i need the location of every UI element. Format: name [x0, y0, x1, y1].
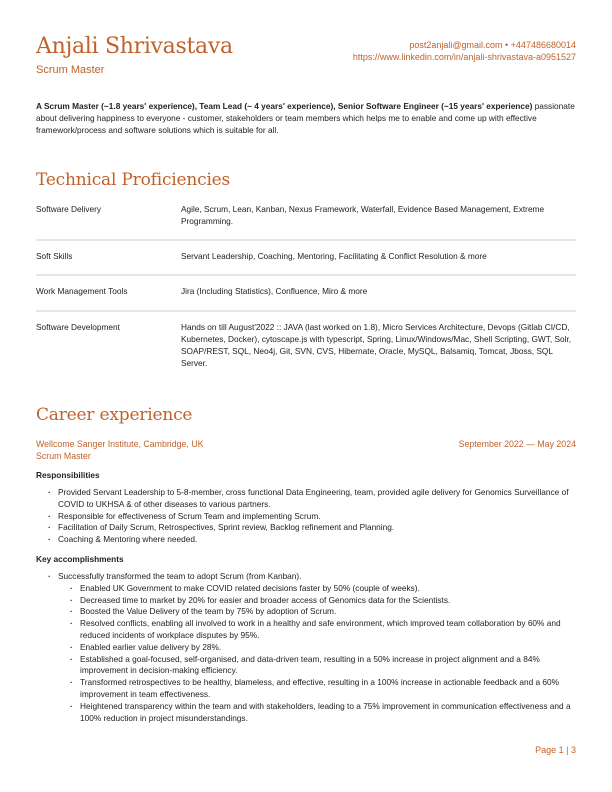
contact-line-1 [353, 39, 576, 51]
list-item: · Coaching & Mentoring where needed. [48, 534, 576, 546]
list-item: · Resolved conflicts, enabling all involved to work in a healthy and safe environment, which improved team collaboration by 60% and reduced incidents of workplace disputes by 95%. [70, 618, 576, 642]
accomplishments-sublist [58, 583, 576, 725]
job-position: Scrum Master [36, 450, 91, 461]
list-item: · Heightened transparency within the team and with stakeholders, leading to a 75% improvement in communication effectiveness and a 100% reduction in project misunderstandings. [70, 701, 576, 725]
professional-summary [36, 101, 576, 136]
proficiency-key: Soft Skills [36, 250, 73, 261]
list-item: · Enabled earlier value delivery by 28%. [70, 642, 576, 654]
summary-bold: A Scrum Master (~1.8 years' experience), Team Lead (~ 4 years' experience), Senior Software Engineer (~15 years' experience) [36, 101, 533, 111]
accomplishments-heading: Key accomplishments [36, 554, 124, 564]
list-item: · Enabled UK Government to make COVID related decisions faster by 50% (couple of weeks). [70, 583, 576, 595]
employer: Wellcome Sanger Institute, Cambridge, UK [36, 439, 204, 449]
responsibilities-list [48, 487, 576, 546]
proficiency-key: Software Development [36, 322, 120, 333]
proficiency-value: Jira (Including Statistics), Confluence, Miro & more [181, 286, 368, 297]
resume-page [36, 0, 576, 723]
candidate-role: Scrum Master [36, 64, 105, 76]
proficiency-row [36, 312, 576, 369]
accomplishments-list [48, 571, 576, 724]
proficiency-row [36, 198, 576, 241]
phone-number[interactable]: +447486680014 [510, 40, 576, 50]
proficiency-value: Agile, Scrum, Lean, Kanban, Nexus Framework, Waterfall, Evidence Based Management, Extreme Programming. [181, 204, 545, 226]
contact-block [353, 39, 576, 63]
list-item [48, 571, 576, 724]
contact-separator: • [502, 40, 511, 50]
accomplishment-main: Successfully transformed the team to adopt Scrum (from Kanban). [58, 571, 302, 581]
proficiency-value: Hands on till August'2022 :: JAVA (last worked on 1.8), Micro Services Architecture, Devops (Gitlab CI/CD, Kubernetes, Docker), cytoscape.js with typescript, Spring, Linux/Windows/Mac, Shell Scripting, GWT, Solr, SOAP/REST, SQL, Neo4j, Git, SVN, CVS, Hibernate, Oracle, MySQL, Balsamiq, Tomcat, Jboss, SQL Server. [181, 322, 572, 368]
proficiencies-table [36, 198, 576, 369]
proficiency-key: Software Delivery [36, 204, 102, 214]
list-item: · Transformed retrospectives to be healthy, blameless, and effective, resulting in a 100% increase in actionable feedback and a 60% improvement in team effectiveness. [70, 677, 576, 701]
proficiency-row [36, 241, 576, 277]
section-title-career: Career experience [36, 405, 193, 425]
proficiency-value: Servant Leadership, Coaching, Mentoring, Facilitating & Conflict Resolution & more [181, 250, 487, 261]
list-item: · Provided Servant Leadership to 5-8-member, cross functional Data Engineering, team, provided agile delivery for Genomics Surveillance of COVID to UKHSA & of other diseases to various partners. [48, 487, 576, 511]
linkedin-link[interactable]: https://www.linkedin.com/in/anjali-shrivastava-a0951527 [352, 52, 576, 62]
list-item: · Responsible for effectiveness of Scrum Team and implementing Scrum. [48, 511, 576, 523]
proficiency-row [36, 276, 576, 312]
list-item: · Facilitation of Daily Scrum, Retrospectives, Sprint review, Backlog refinement and Planning. [48, 522, 576, 534]
list-item: · Decreased time to market by 20% for easier and broader access of Genomics data for the Scientists. [70, 595, 576, 607]
section-title-technical: Technical Proficiencies [36, 170, 231, 190]
list-item: · Boosted the Value Delivery of the team by 75% by adoption of Scrum. [70, 606, 576, 618]
proficiency-key: Work Management Tools [36, 286, 128, 297]
list-item: · Established a goal-focused, self-organised, and data-driven team, resulting in a 50% increase in project alignment and a 84% improvement in decision-making efficiency. [70, 654, 576, 678]
candidate-name: Anjali Shrivastava [36, 34, 233, 59]
responsibilities-heading: Responsibilities [36, 470, 100, 480]
page-number: Page 1 | 3 [535, 745, 576, 755]
email-link[interactable]: post2anjali@gmail.com [409, 40, 503, 50]
job-header [36, 439, 576, 462]
resume-header [36, 0, 576, 80]
job-dates: September 2022 — May 2024 [458, 439, 576, 449]
summary-text: passionate about delivering happiness to everyone - customer, stakeholders or team members which helps me to enable and come up with effective framework/process and software solutions which is suitable for all. [36, 101, 575, 135]
